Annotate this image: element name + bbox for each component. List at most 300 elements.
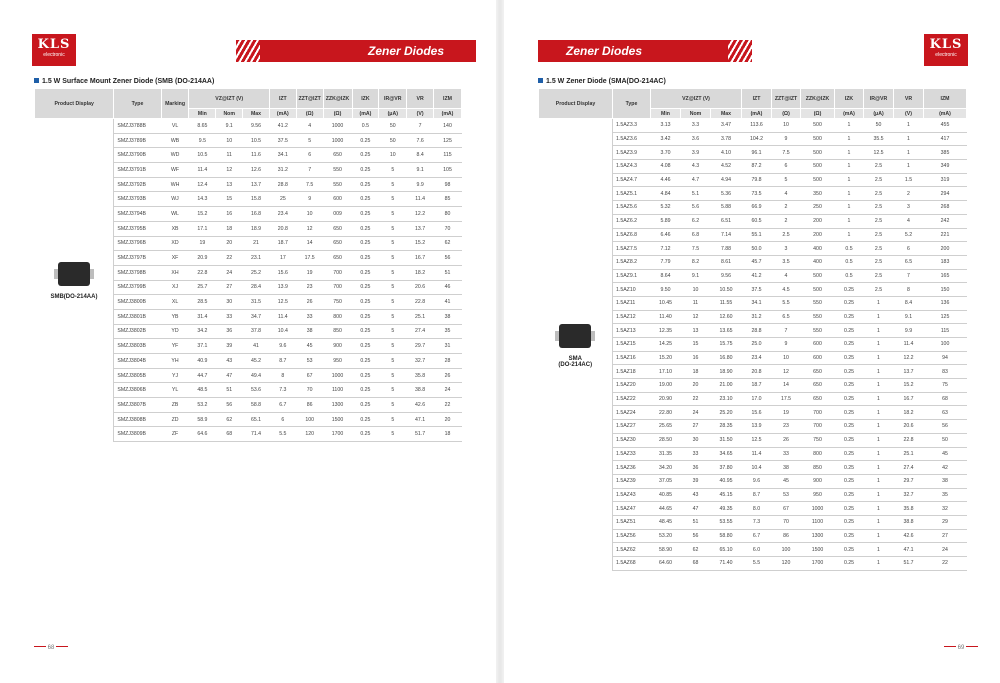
value-cell: 25 xyxy=(269,192,296,207)
value-cell: 47.1 xyxy=(407,412,434,427)
value-cell: 1 xyxy=(835,173,864,187)
value-cell: 1000 xyxy=(323,133,352,148)
type-cell: 1.5AZ30 xyxy=(613,433,651,447)
value-cell: 53.6 xyxy=(243,383,270,398)
type-cell: 1.5AZ4.3 xyxy=(613,160,651,174)
value-cell: 2.5 xyxy=(864,283,894,297)
value-cell: 12.2 xyxy=(894,351,924,365)
value-cell: 10 xyxy=(681,283,711,297)
value-cell: 4.10 xyxy=(711,146,742,160)
value-cell: 3.47 xyxy=(711,119,742,133)
type-cell: 1.5AZ11 xyxy=(613,296,651,310)
value-cell: WF xyxy=(161,163,189,178)
value-cell: 700 xyxy=(801,420,835,434)
value-cell: 30 xyxy=(681,433,711,447)
value-cell: 1 xyxy=(864,447,894,461)
package-label: SMA xyxy=(568,355,582,362)
value-cell: 16.80 xyxy=(711,351,742,365)
value-cell: 5 xyxy=(379,398,407,413)
value-cell: 22 xyxy=(924,557,967,571)
value-cell: 96.1 xyxy=(742,146,772,160)
value-cell: 13.9 xyxy=(742,420,772,434)
value-cell: 6 xyxy=(296,148,323,163)
value-cell: 13 xyxy=(681,324,711,338)
value-cell: 13.7 xyxy=(243,177,270,192)
value-cell: 1 xyxy=(835,119,864,133)
value-cell: 1 xyxy=(835,146,864,160)
value-cell: 8 xyxy=(269,368,296,383)
value-cell: 1000 xyxy=(323,368,352,383)
col-vr: VR xyxy=(407,89,434,109)
value-cell: 800 xyxy=(801,447,835,461)
value-cell: 5 xyxy=(379,295,407,310)
value-cell: 32.7 xyxy=(894,488,924,502)
value-cell: 1 xyxy=(864,515,894,529)
value-cell: 70 xyxy=(296,383,323,398)
banner-title-left: Zener Diodes xyxy=(368,44,445,58)
value-cell: 22.80 xyxy=(651,406,681,420)
value-cell: 25.20 xyxy=(711,406,742,420)
table-row xyxy=(539,119,967,133)
value-cell: 12 xyxy=(772,365,801,379)
value-cell: 0.25 xyxy=(835,447,864,461)
value-cell: 294 xyxy=(924,187,967,201)
value-cell: 3.42 xyxy=(651,132,681,146)
value-cell: 2.5 xyxy=(864,187,894,201)
value-cell: 64.6 xyxy=(189,427,216,442)
value-cell: 19 xyxy=(772,406,801,420)
value-cell: 3.70 xyxy=(651,146,681,160)
value-cell: 1 xyxy=(864,392,894,406)
value-cell: 3.78 xyxy=(711,132,742,146)
value-cell: 125 xyxy=(434,133,462,148)
value-cell: 22 xyxy=(681,392,711,406)
value-cell: 19 xyxy=(296,265,323,280)
value-cell: WH xyxy=(161,177,189,192)
value-cell: 50 xyxy=(379,119,407,134)
value-cell: 10.45 xyxy=(651,296,681,310)
value-cell: 650 xyxy=(323,236,352,251)
value-cell: 45.7 xyxy=(742,255,772,269)
value-cell: 67 xyxy=(296,368,323,383)
value-cell: 1 xyxy=(864,379,894,393)
value-cell: 6.0 xyxy=(742,543,772,557)
value-cell: 9.56 xyxy=(711,269,742,283)
value-cell: 11.4 xyxy=(742,447,772,461)
value-cell: 850 xyxy=(801,461,835,475)
value-cell: 37.05 xyxy=(651,474,681,488)
value-cell: 9.1 xyxy=(216,119,243,134)
value-cell: 3.9 xyxy=(681,146,711,160)
value-cell: 650 xyxy=(801,379,835,393)
value-cell: 58.90 xyxy=(651,543,681,557)
value-cell: 9.6 xyxy=(742,474,772,488)
value-cell: 49.35 xyxy=(711,502,742,516)
value-cell: 41.2 xyxy=(269,119,296,134)
value-cell: 250 xyxy=(801,201,835,215)
value-cell: 8.0 xyxy=(742,502,772,516)
value-cell: 70 xyxy=(434,221,462,236)
banner-title-right: Zener Diodes xyxy=(566,44,643,58)
value-cell: 18.2 xyxy=(894,406,924,420)
value-cell: 85 xyxy=(434,192,462,207)
col-ir: IR@VR xyxy=(864,89,894,109)
value-cell: 12.5 xyxy=(864,146,894,160)
value-cell: 2.5 xyxy=(864,201,894,215)
value-cell: 400 xyxy=(801,242,835,256)
value-cell: 27 xyxy=(924,529,967,543)
value-cell: 21 xyxy=(243,236,270,251)
value-cell: 4.94 xyxy=(711,173,742,187)
value-cell: 268 xyxy=(924,201,967,215)
value-cell: 5 xyxy=(379,354,407,369)
value-cell: 0.25 xyxy=(835,324,864,338)
value-cell: 6.7 xyxy=(269,398,296,413)
value-cell: 0.25 xyxy=(835,488,864,502)
value-cell: 42.6 xyxy=(407,398,434,413)
value-cell: 27 xyxy=(216,280,243,295)
value-cell: 58.8 xyxy=(243,398,270,413)
value-cell: 5 xyxy=(379,427,407,442)
type-cell: 1.5AZ12 xyxy=(613,310,651,324)
value-cell: 51 xyxy=(681,515,711,529)
value-cell: 11.4 xyxy=(894,338,924,352)
value-cell: 33 xyxy=(681,447,711,461)
value-cell: 7.79 xyxy=(651,255,681,269)
value-cell: 3.6 xyxy=(681,132,711,146)
type-cell: SMZJ3788B xyxy=(114,119,161,134)
value-cell: 4.7 xyxy=(681,173,711,187)
col-product-display: Product Display xyxy=(539,89,613,119)
section-title-right xyxy=(538,78,666,85)
value-cell: 65.10 xyxy=(711,543,742,557)
value-cell: 5.6 xyxy=(681,201,711,215)
value-cell: 22 xyxy=(216,251,243,266)
value-cell: 51 xyxy=(216,383,243,398)
value-cell: 4.52 xyxy=(711,160,742,174)
value-cell: 39 xyxy=(216,339,243,354)
diode-package-image xyxy=(555,322,595,350)
value-cell: 14 xyxy=(296,236,323,251)
value-cell: 1500 xyxy=(801,543,835,557)
value-cell: 10 xyxy=(296,207,323,222)
package-cell xyxy=(539,119,613,571)
value-cell: 100 xyxy=(772,543,801,557)
value-cell: 35 xyxy=(924,488,967,502)
col-zzk: ZZK@IZK xyxy=(801,89,835,109)
value-cell: 48.45 xyxy=(651,515,681,529)
value-cell: 0.25 xyxy=(835,502,864,516)
value-cell: 47 xyxy=(681,502,711,516)
value-cell: 0.25 xyxy=(352,265,379,280)
value-cell: 800 xyxy=(323,309,352,324)
type-cell: SMZJ3803B xyxy=(114,339,161,354)
value-cell: 20 xyxy=(681,379,711,393)
type-cell: 1.5AZ6.2 xyxy=(613,214,651,228)
value-cell: 2.5 xyxy=(864,228,894,242)
value-cell: 550 xyxy=(323,177,352,192)
col-izt: IZT xyxy=(269,89,296,109)
value-cell: 1 xyxy=(864,488,894,502)
value-cell: 0.5 xyxy=(352,119,379,134)
value-cell: 40.95 xyxy=(711,474,742,488)
value-cell: 12.5 xyxy=(269,295,296,310)
value-cell: 73.5 xyxy=(742,187,772,201)
value-cell: 1 xyxy=(864,365,894,379)
value-cell: 20 xyxy=(434,412,462,427)
value-cell: 9 xyxy=(772,132,801,146)
value-cell: 25.0 xyxy=(742,338,772,352)
value-cell: ZF xyxy=(161,427,189,442)
value-cell: 115 xyxy=(924,324,967,338)
value-cell: 900 xyxy=(801,474,835,488)
value-cell: 12.5 xyxy=(742,433,772,447)
value-cell: 15.8 xyxy=(243,192,270,207)
unit-zzk: (Ω) xyxy=(323,109,352,119)
value-cell: 44.65 xyxy=(651,502,681,516)
value-cell: 0.25 xyxy=(352,427,379,442)
value-cell: 0.25 xyxy=(835,515,864,529)
value-cell: 33 xyxy=(216,309,243,324)
value-cell: 7.5 xyxy=(296,177,323,192)
value-cell: 19 xyxy=(189,236,216,251)
value-cell: 8.7 xyxy=(742,488,772,502)
type-cell: 1.5AZ3.6 xyxy=(613,132,651,146)
value-cell: 6 xyxy=(772,160,801,174)
value-cell: 11.4 xyxy=(189,163,216,178)
value-cell: 83 xyxy=(924,365,967,379)
bullet-square-icon xyxy=(538,78,543,83)
value-cell: 1 xyxy=(864,324,894,338)
value-cell: 41 xyxy=(434,295,462,310)
type-cell: SMZJ3800B xyxy=(114,295,161,310)
value-cell: 38 xyxy=(296,324,323,339)
col-max: Max xyxy=(711,109,742,119)
value-cell: 1 xyxy=(864,420,894,434)
value-cell: 0.25 xyxy=(352,324,379,339)
value-cell: 65.1 xyxy=(243,412,270,427)
value-cell: 6 xyxy=(269,412,296,427)
type-cell: 1.5AZ33 xyxy=(613,447,651,461)
value-cell: 500 xyxy=(801,160,835,174)
value-cell: 1 xyxy=(864,406,894,420)
value-cell: 4 xyxy=(772,187,801,201)
value-cell: 950 xyxy=(801,488,835,502)
type-cell: 1.5AZ16 xyxy=(613,351,651,365)
value-cell: 125 xyxy=(924,310,967,324)
type-cell: 1.5AZ27 xyxy=(613,420,651,434)
col-ir: IR@VR xyxy=(379,89,407,109)
value-cell: 24 xyxy=(216,265,243,280)
value-cell: 10.5 xyxy=(243,133,270,148)
value-cell: 1 xyxy=(864,543,894,557)
value-cell: 28.8 xyxy=(742,324,772,338)
unit-vr: (V) xyxy=(894,109,924,119)
value-cell: 0.25 xyxy=(352,251,379,266)
kls-logo-right xyxy=(924,34,968,66)
value-cell: 1000 xyxy=(801,502,835,516)
value-cell: 28.5 xyxy=(189,295,216,310)
col-zzk: ZZK@IZK xyxy=(323,89,352,109)
value-cell: 45 xyxy=(924,447,967,461)
value-cell: 15 xyxy=(216,192,243,207)
value-cell: 6.46 xyxy=(651,228,681,242)
value-cell: 35.5 xyxy=(864,132,894,146)
value-cell: 6.7 xyxy=(742,529,772,543)
value-cell: 62 xyxy=(681,543,711,557)
value-cell: 8.7 xyxy=(269,354,296,369)
value-cell: 37.1 xyxy=(189,339,216,354)
value-cell: 0.25 xyxy=(352,177,379,192)
type-cell: 1.5AZ20 xyxy=(613,379,651,393)
value-cell: 24 xyxy=(681,406,711,420)
type-cell: SMZJ3801B xyxy=(114,309,161,324)
value-cell: 8.61 xyxy=(711,255,742,269)
value-cell: 58.80 xyxy=(711,529,742,543)
value-cell: 9.9 xyxy=(407,177,434,192)
banner-stripes-right xyxy=(728,40,752,62)
value-cell: 8.65 xyxy=(189,119,216,134)
unit-ir: (μA) xyxy=(864,109,894,119)
value-cell: 26 xyxy=(772,433,801,447)
value-cell: 5.5 xyxy=(772,296,801,310)
value-cell: VL xyxy=(161,119,189,134)
value-cell: 0.25 xyxy=(835,351,864,365)
value-cell: YD xyxy=(161,324,189,339)
value-cell: 0.25 xyxy=(352,221,379,236)
value-cell: 79.8 xyxy=(742,173,772,187)
value-cell: 1300 xyxy=(801,529,835,543)
value-cell: XJ xyxy=(161,280,189,295)
type-cell: SMZJ3796B xyxy=(114,236,161,251)
page-number-text: 68 xyxy=(47,645,55,651)
value-cell: 53.2 xyxy=(189,398,216,413)
value-cell: 0.25 xyxy=(352,354,379,369)
value-cell: 23.1 xyxy=(243,251,270,266)
value-cell: 11.4 xyxy=(407,192,434,207)
value-cell: 700 xyxy=(323,280,352,295)
value-cell: 10.50 xyxy=(711,283,742,297)
value-cell: 1 xyxy=(894,146,924,160)
value-cell: 5 xyxy=(379,383,407,398)
value-cell: 0.25 xyxy=(352,280,379,295)
type-cell: 1.5AZ36 xyxy=(613,461,651,475)
value-cell: 0.25 xyxy=(352,148,379,163)
value-cell: 15.6 xyxy=(742,406,772,420)
value-cell: 29.7 xyxy=(407,339,434,354)
value-cell: 8 xyxy=(894,283,924,297)
col-vz: VZ@IZT (V) xyxy=(189,89,269,109)
type-cell: 1.5AZ4.7 xyxy=(613,173,651,187)
value-cell: 500 xyxy=(801,119,835,133)
value-cell: 5 xyxy=(296,133,323,148)
sma-spec-table xyxy=(538,88,967,571)
type-cell: SMZJ3789B xyxy=(114,133,161,148)
value-cell: 3.5 xyxy=(772,255,801,269)
value-cell: WD xyxy=(161,148,189,163)
value-cell: 0.25 xyxy=(835,529,864,543)
value-cell: 0.25 xyxy=(352,309,379,324)
value-cell: 550 xyxy=(801,324,835,338)
value-cell: 22.8 xyxy=(894,433,924,447)
section-title-text: 1.5 W Surface Mount Zener Diode (SMB (DO-214AA) xyxy=(42,78,215,85)
col-izk: IZK xyxy=(352,89,379,109)
type-cell: 1.5AZ5.6 xyxy=(613,201,651,215)
value-cell: 8.4 xyxy=(894,296,924,310)
value-cell: 0.25 xyxy=(352,398,379,413)
type-cell: 1.5AZ7.5 xyxy=(613,242,651,256)
value-cell: 15.6 xyxy=(269,265,296,280)
value-cell: 500 xyxy=(801,132,835,146)
value-cell: 15.2 xyxy=(894,379,924,393)
value-cell: 63 xyxy=(924,406,967,420)
type-cell: SMZJ3793B xyxy=(114,192,161,207)
value-cell: 25.1 xyxy=(894,447,924,461)
logo-text: KLS xyxy=(929,37,963,52)
value-cell: 0.25 xyxy=(835,392,864,406)
value-cell: 17 xyxy=(269,251,296,266)
value-cell: 2.5 xyxy=(864,255,894,269)
value-cell: 350 xyxy=(801,187,835,201)
value-cell: 4.08 xyxy=(651,160,681,174)
value-cell: YF xyxy=(161,339,189,354)
value-cell: 5 xyxy=(379,251,407,266)
value-cell: 27.4 xyxy=(407,324,434,339)
value-cell: 5.1 xyxy=(681,187,711,201)
type-cell: 1.5AZ9.1 xyxy=(613,269,651,283)
value-cell: 4 xyxy=(772,269,801,283)
value-cell: 105 xyxy=(434,163,462,178)
value-cell: 32.7 xyxy=(407,354,434,369)
type-cell: 1.5AZ15 xyxy=(613,338,651,352)
value-cell: 22.8 xyxy=(407,295,434,310)
value-cell: 60.5 xyxy=(742,214,772,228)
value-cell: 2.5 xyxy=(864,173,894,187)
value-cell: 17.0 xyxy=(742,392,772,406)
value-cell: 7.3 xyxy=(742,515,772,529)
value-cell: 18.2 xyxy=(407,265,434,280)
smb-spec-table xyxy=(34,88,462,442)
value-cell: 7 xyxy=(296,163,323,178)
value-cell: 15.2 xyxy=(407,236,434,251)
value-cell: 9.9 xyxy=(894,324,924,338)
value-cell: 1000 xyxy=(323,119,352,134)
type-cell: SMZJ3806B xyxy=(114,383,161,398)
value-cell: 9.56 xyxy=(243,119,270,134)
value-cell: 3 xyxy=(772,242,801,256)
value-cell: 10 xyxy=(379,148,407,163)
value-cell: 34.20 xyxy=(651,461,681,475)
value-cell: 9.6 xyxy=(269,339,296,354)
value-cell: 25.1 xyxy=(407,309,434,324)
type-cell: 1.5AZ10 xyxy=(613,283,651,297)
value-cell: 17.5 xyxy=(296,251,323,266)
value-cell: 120 xyxy=(296,427,323,442)
value-cell: 455 xyxy=(924,119,967,133)
type-cell: 1.5AZ8.2 xyxy=(613,255,651,269)
value-cell: 20.9 xyxy=(189,251,216,266)
value-cell: 1 xyxy=(835,214,864,228)
type-cell: SMZJ3807B xyxy=(114,398,161,413)
value-cell: YB xyxy=(161,309,189,324)
value-cell: 1100 xyxy=(323,383,352,398)
diode-package-image xyxy=(54,260,94,288)
value-cell: 8.64 xyxy=(651,269,681,283)
package-label-sub: (DO-214AC) xyxy=(558,361,593,368)
value-cell: 71.4 xyxy=(243,427,270,442)
value-cell: 1 xyxy=(864,296,894,310)
value-cell: 80 xyxy=(434,207,462,222)
